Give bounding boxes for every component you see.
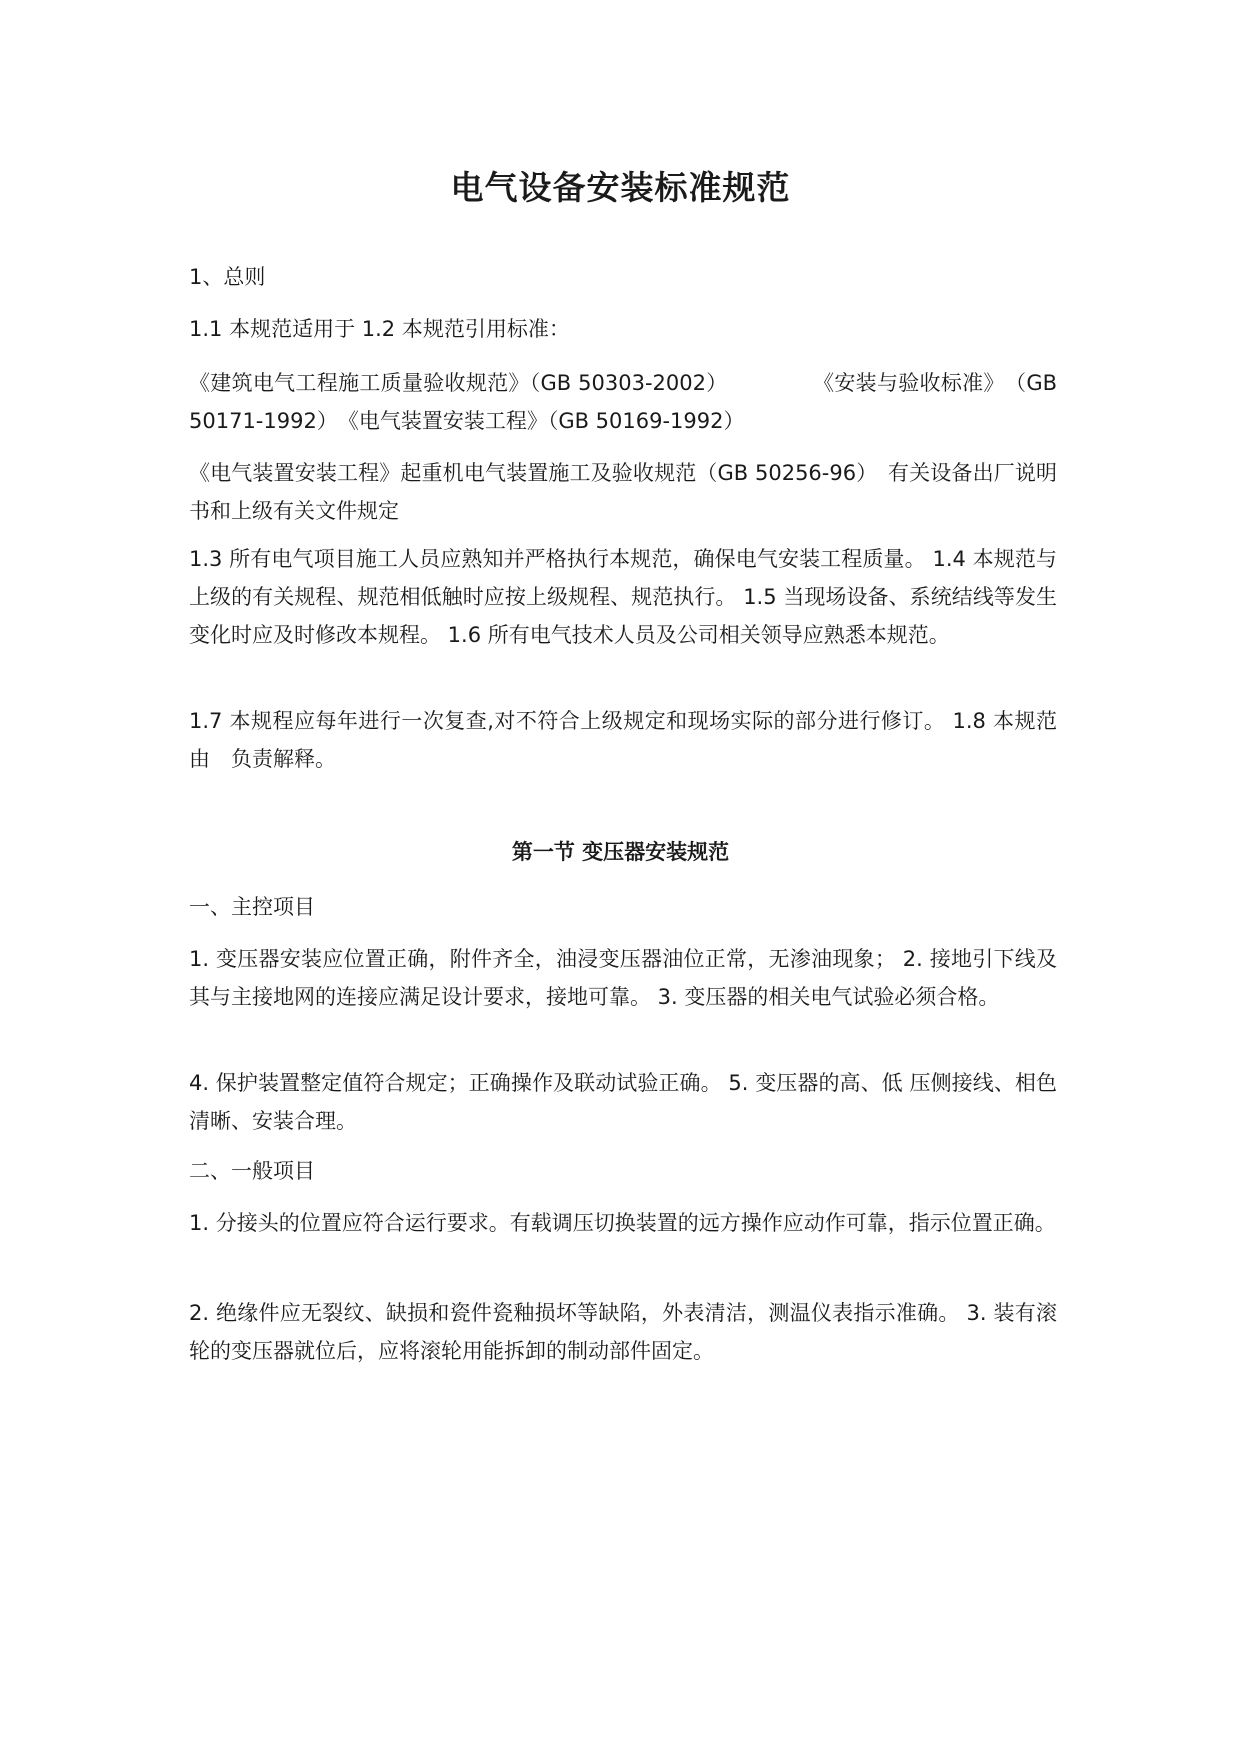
paragraph-standards-2: 《电气装置安装工程》起重机电气装置施工及验收规范（GB 50256-96） 有关设备出厂说明书和上级有关文件规定	[189, 461, 1057, 523]
paragraph-standards-1: 《建筑电气工程施工质量验收规范》（GB 50303-2002） 《安装与验收标准》 （GB 50171-1992） 《电气装置安装工程》（GB 50169-1992）	[189, 371, 1057, 433]
section-title: 第一节 变压器安装规范	[511, 840, 730, 864]
paragraph-main-items-2: 4. 保护装置整定值符合规定；正确操作及联动试验正确。 5. 变压器的高、低 压侧接线、相色清晰、安装合理。	[189, 1071, 1057, 1133]
heading-general-items: 二、一般项目	[189, 1159, 315, 1183]
paragraph-rules-2: 1.7 本规程应每年进行一次复查,对不符合上级规定和现场实际的部分进行修订。 1.8 本规范由 负责解释。	[189, 709, 1057, 771]
paragraph-scope: 1.1 本规范适用于 1.2 本规范引用标准：	[189, 317, 570, 341]
paragraph-rules-1: 1.3 所有电气项目施工人员应熟知并严格执行本规范，确保电气安装工程质量。 1.4 本规范与上级的有关规程、规范相低触时应按上级规程、规范执行。 1.5 当现场设备、系统结线等发生变化时应及时修改本规程。 1.6 所有电气技术人员及公司相关领导应熟悉本规范。	[189, 547, 1057, 647]
paragraph-main-items-1: 1. 变压器安装应位置正确，附件齐全，油浸变压器油位正常，无渗油现象； 2. 接地引下线及其与主接地网的连接应满足设计要求，接地可靠。 3. 变压器的相关电气试验必须合格。	[189, 947, 1057, 1009]
paragraph-general-items-1: 1. 分接头的位置应符合运行要求。有载调压切换装置的远方操作应动作可靠，指示位置正确。	[189, 1211, 1056, 1235]
document-title: 电气设备安装标准规范	[450, 168, 791, 207]
heading-general: 1、总则	[189, 265, 266, 289]
heading-main-items: 一、主控项目	[189, 895, 315, 919]
paragraph-general-items-2: 2. 绝缘件应无裂纹、缺损和瓷件瓷釉损坏等缺陷，外表清洁，测温仪表指示准确。 3. 装有滚轮的变压器就位后，应将滚轮用能拆卸的制动部件固定。	[189, 1301, 1057, 1363]
